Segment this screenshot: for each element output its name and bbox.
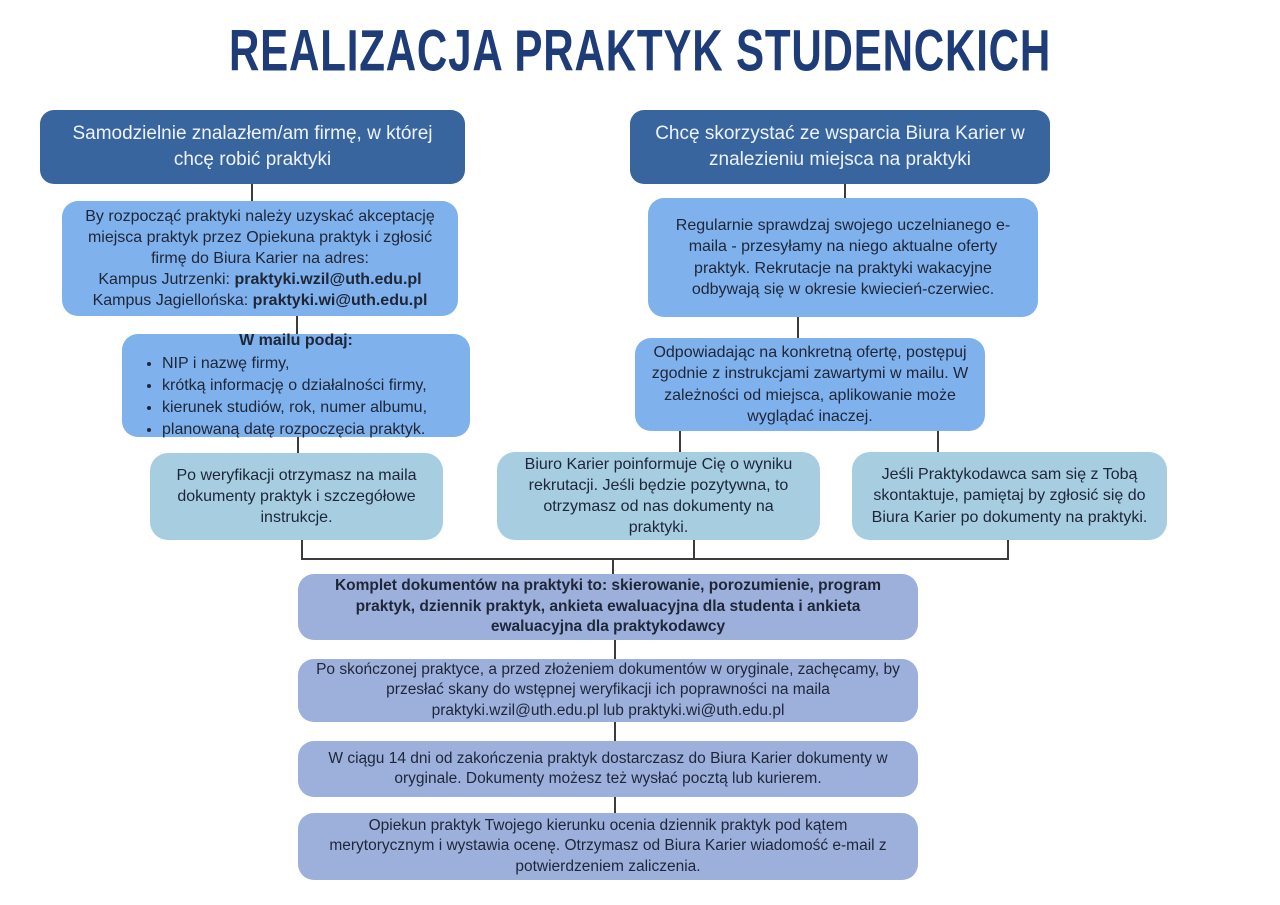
- list-item: • krótką informację o działalności firmy,: [162, 375, 460, 396]
- node-text: Samodzielnie znalazłem/am firmę, w której chcę robić praktyki: [72, 123, 433, 170]
- node-self-found-header: [40, 110, 465, 184]
- node-register-company: [62, 201, 458, 316]
- node-text: Biuro Karier poinformuje Cię o wyniku rekrutacji. Jeśli będzie pozytywna, to otrzymasz od nas dokumenty na praktyki.: [524, 455, 793, 537]
- node-career-office-header: [630, 110, 1050, 184]
- node-text: Odpowiadając na konkretną ofertę, postępuj zgodnie z instrukcjami zawartymi w mailu. W zależności od miejsca, aplikowanie może wyglądać inaczej.: [651, 344, 969, 425]
- node-text: Komplet dokumentów na praktyki to: skierowanie, porozumienie, program praktyk, dziennik praktyk, ankieta ewaluacyjna dla studenta i ankieta ewaluacyjna dla praktykodawcy: [334, 577, 882, 636]
- node-verification-result: [150, 453, 443, 540]
- campus-label: Kampus Jutrzenki:: [98, 271, 235, 289]
- node-text: Opiekun praktyk Twojego kierunku ocenia dziennik praktyk pod kątem merytorycznym i wystawia ocenę. Otrzymasz od Biura Karier wiadomość e-mail z potwierdzeniem zaliczenia.: [329, 816, 887, 875]
- campus-jutrzenki-line: [78, 269, 442, 290]
- campus-email: praktyki.wi@uth.edu.pl: [252, 292, 428, 310]
- node-text: Po skończonej praktyce, a przed złożeniem dokumentów w oryginale, zachęcamy, by przesłać skany do wstępnej weryfikacji ich poprawności na maila praktyki.wzil@uth.edu.pl lub praktyki.wi@uth.edu.pl: [316, 660, 900, 719]
- list-item: • kierunek studiów, rok, numer albumu,: [162, 397, 460, 418]
- node-text: [78, 206, 442, 312]
- mail-details-title: W mailu podaj:: [239, 331, 353, 349]
- node-documents-set: [298, 574, 918, 640]
- campus-jagiellonska-line: [78, 290, 442, 311]
- list-item: • planowaną datę rozpoczęcia praktyk.: [162, 419, 460, 440]
- mail-details-list: [132, 353, 460, 441]
- list-item: • NIP i nazwę firmy,: [162, 353, 460, 374]
- campus-label: Kampus Jagiellońska:: [92, 292, 253, 310]
- campus-email: praktyki.wzil@uth.edu.pl: [234, 271, 422, 289]
- node-mail-details: [122, 331, 470, 439]
- node-deliver-originals: [298, 741, 918, 797]
- page-title: REALIZACJA PRAKTYK STUDENCKICH: [228, 18, 1052, 84]
- node-supervisor-grade: [298, 813, 918, 880]
- node-check-email: [648, 198, 1038, 317]
- node-recruitment-result: [497, 452, 820, 540]
- node-text: Po weryfikacji otrzymasz na maila dokumenty praktyk i szczegółowe instrukcje.: [176, 466, 417, 527]
- node-text: W ciągu 14 dni od zakończenia praktyk dostarczasz do Biura Karier dokumenty w oryginale. Dokumenty możesz też wysłać pocztą lub kurierem.: [328, 749, 888, 787]
- node-scan-verification: [298, 659, 918, 722]
- node-employer-contact: [852, 452, 1167, 540]
- node-text: Regularnie sprawdzaj swojego uczelnianego e-maila - przesyłamy na niego aktualne oferty praktyk. Rekrutacje na praktyki wakacyjne odbywają się w okresie kwiecień-czerwiec.: [675, 217, 1011, 298]
- node-text: Chcę skorzystać ze wsparcia Biura Karier w znalezieniu miejsca na praktyki: [655, 123, 1025, 170]
- node-text: Jeśli Praktykodawca sam się z Tobą skontaktuje, pamiętaj by zgłosić się do Biura Karier po dokumenty na praktyki.: [871, 466, 1148, 526]
- register-intro: By rozpocząć praktyki należy uzyskać akceptację miejsca praktyk przez Opiekuna praktyk i zgłosić firmę do Biura Karier na adres:: [85, 207, 435, 267]
- node-respond-offer: [635, 338, 985, 431]
